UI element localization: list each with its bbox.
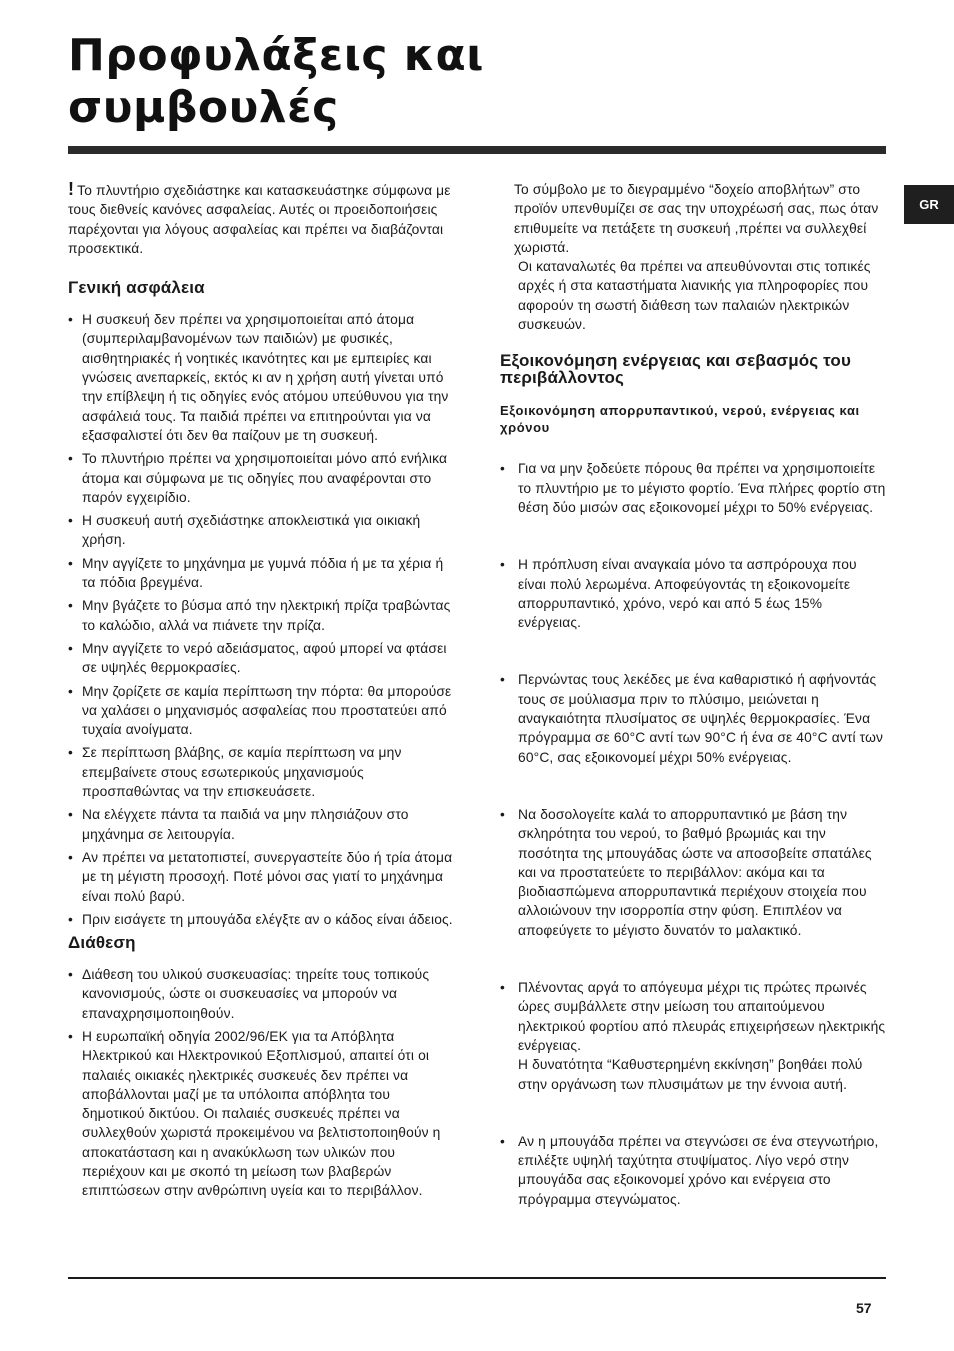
list-item: • Πριν εισάγετε τη μπουγάδα ελέγξτε αν ο κάδος είναι άδειος. [68,910,456,929]
list-item: • Μην αγγίζετε το μηχάνημα με γυμνά πόδια ή με τα χέρια ή τα πόδια βρεγμένα. [68,554,456,593]
list-item: • Η ευρωπαϊκή οδηγία 2002/96/ΕΚ για τα Απόβλητα Ηλεκτρικού και Ηλεκτρονικού Εξοπλισμού, απαιτεί ότι οι παλαιές οικιακές ηλεκτρικές συσκευές δεν πρέπει να αποβάλλονται μαζί με τα υπόλοιπα απόβλητα του δημοτικού δικτύου. Οι παλαιές συσκευές πρέπει να συλλεχθούν χωριστά προκειμένου να βελτιστοποιηθούν η αποκατάσταση και η ανακύκλωση των υλικών που περιέχουν και με σκοπό τη μείωση των βλαβερών επιπτώσεων στην ανθρώπινη υγεία και το περιβάλλον. [68,1027,456,1201]
title-divider [68,146,886,154]
energy-heading: Εξοικονόμηση ενέργειας και σεβασμός του περιβάλλοντος [500,351,851,388]
list-item: • Μην ζορίζετε σε καμία περίπτωση την πόρτα: θα μπορούσε να χαλάσει ο μηχανισμός ασφαλείας που προστατεύει από τυχαία ανοίγματα. [68,682,456,740]
list-item: • Πλένοντας αργά το απόγευμα μέχρι τις πρώτες πρωινές ώρες συμβάλλετε στην μείωση του απαιτούμενου ηλεκτρικού φορτίου από πλευράς επιχειρήσεων ηλεκτρικής ενέργειας. Η δυνατότητα “Καθυστερημένη εκκίνηση” βοηθάει πολύ στην οργάνωση των πλυσιμάτων με την έννοια αυτή. [500,978,888,1094]
list-item: • Η πρόπλυση είναι αναγκαία μόνο τα ασπρόρουχα που είναι πολύ λερωμένα. Αποφεύγοντάς τη εξοικονομείτε απορρυπαντικό, χρόνο, νερό και από 5 έως 15% ενέργειας. [500,555,888,632]
list-item: • Η συσκευή αυτή σχεδιάστηκε αποκλειστικά για οικιακή χρήση. [68,511,456,550]
footer-divider [68,1277,886,1279]
weee-symbol-paragraph [514,180,888,334]
list-item: • Να δοσολογείτε καλά το απορρυπαντικό με βάση την σκληρότητα του νερού, το βαθμό βρωμιάς και την ποσότητα της μπουγάδας ώστε να αποσοβείτε σπατάλες και να προστατεύετε το περιβάλλον: ακόμα και τα βιοδιασπώμενα απορρυπαντικά περιέχουν στοιχεία που αλλοιώνουν την ισορροπία στην φύση. Επιπλέον να αποφεύγετε το μέγιστο δυνατόν το μαλακτικό. [500,805,888,940]
language-tab: GR [904,185,954,224]
list-item: • Αν πρέπει να μετατοπιστεί, συνεργαστείτε δύο ή τρία άτομα με τη μέγιστη προσοχή. Ποτέ μόνοι σας γιατί το μηχάνημα είναι πολύ βαρύ. [68,848,456,906]
list-item: • Διάθεση του υλικού συσκευασίας: τηρείτε τους τοπικούς κανονισμούς, ώστε οι συσκευασίες να μπορούν να επαναχρησιμοποιηθούν. [68,965,456,1023]
list-item: • Σε περίπτωση βλάβης, σε καμία περίπτωση να μην επεμβαίνετε στους εσωτερικούς μηχανισμούς προσπαθώντας να την επισκευάσετε. [68,743,456,801]
list-item: • Για να μην ξοδεύετε πόρους θα πρέπει να χρησιμοποιείτε το πλυντήριο με το μέγιστο φορτίο. Ένα πλήρες φορτίο στη θέση δύο μισών σας εξοικονομεί μέχρι το 50% ενέργειας. [500,459,888,517]
disposal-list [68,965,456,1201]
left-column [68,180,456,1205]
page-number: 57 [856,1300,872,1316]
list-item: • Μην βγάζετε το βύσμα από την ηλεκτρική πρίζα τραβώντας το καλώδιο, αλλά να πιάνετε την πρίζα. [68,596,456,635]
list-item: • Αν η μπουγάδα πρέπει να στεγνώσει σε ένα στεγνωτήριο, επιλέξτε υψηλή ταχύτητα στυψίματος. Λίγο νερό στην μπουγάδα σας εξοικονομεί χρόνο και ενέργεια στο πρόγραμμα στεγνώματος. [500,1132,888,1209]
weee-symbol-text: Το σύμβολο με το διεγραμμένο “δοχείο αποβλήτων” στο προϊόν υπενθυμίζει σε σας την υποχρέωσή σας, πως όταν επιθυμείτε να πετάξετε τη συσκευή ,πρέπει να συλλεχθεί χωριστά. [514,182,879,255]
general-safety-heading: Γενική ασφάλεια [68,278,205,298]
right-column [500,180,888,1247]
intro-paragraph [68,180,456,258]
list-item: • Το πλυντήριο πρέπει να χρησιμοποιείται μόνο από ενήλικα άτομα και σύμφωνα με τις οδηγίες που αναφέρονται στο παρόν εγχειρίδιο. [68,449,456,507]
list-item: • Μην αγγίζετε το νερό αδειάσματος, αφού μπορεί να φτάσει σε υψηλές θερμοκρασίες. [68,639,456,678]
list-item: • Να ελέγχετε πάντα τα παιδιά να μην πλησιάζουν στο μηχάνημα σε λειτουργία. [68,805,456,844]
intro-text: Το πλυντήριο σχεδιάστηκε και κατασκευάστηκε σύμφωνα με τους διεθνείς κανόνες ασφαλείας. Αυτές οι προειδοποιήσεις παρέχονται για λόγους ασφαλείας και πρέπει να διαβάζονται προσεκτικά. [68,183,451,256]
energy-subheading: Εξοικονόμηση απορρυπαντικού, νερού, ενέργειας και χρόνου [500,403,860,436]
general-safety-list [68,310,456,929]
list-item: • Η συσκευή δεν πρέπει να χρησιμοποιείται από άτομα (συμπεριλαμβανομένων των παιδιών) με φυσικές, αισθητηριακές ή νοητικές ικανότητες και με εμπειρίες και γνώσεις ανεπαρκείς, εκτός κι αν η χρήση αυτή γίνεται υπό την επίβλεψη ή τις οδηγίες ενός ατόμου υπεύθυνου για την ασφάλειά τους. Τα παιδιά πρέπει να επιτηρούνται για να εξασφαλιστεί ότι δεν θα παίζουν με τη συσκευή. [68,310,456,445]
energy-list [500,459,888,1209]
warning-icon: ! [68,179,75,199]
page-title: Προφυλάξεις και συμβουλές [68,30,484,133]
list-item: • Περνώντας τους λεκέδες με ένα καθαριστικό ή αφήνοντάς τους σε μούλιασμα πριν το πλύσιμο, μειώνεται η αναγκαιότητα πλυσίματος σε υψηλές θερμοκρασίες. Ένα πρόγραμμα σε 60°C αντί των 90°C ή ένα σε 40°C αντί των 60°C, σας εξοικονομεί μέχρι 50% ενέργειας. [500,670,888,766]
weee-consumer-text: Οι καταναλωτές θα πρέπει να απευθύνονται στις τοπικές αρχές ή στα καταστήματα λιανικής για πληροφορίες που αφορούν τη σωστή διάθεση των παλαιών ηλεκτρικών συσκευών. [518,259,871,333]
disposal-heading: Διάθεση [68,933,136,953]
